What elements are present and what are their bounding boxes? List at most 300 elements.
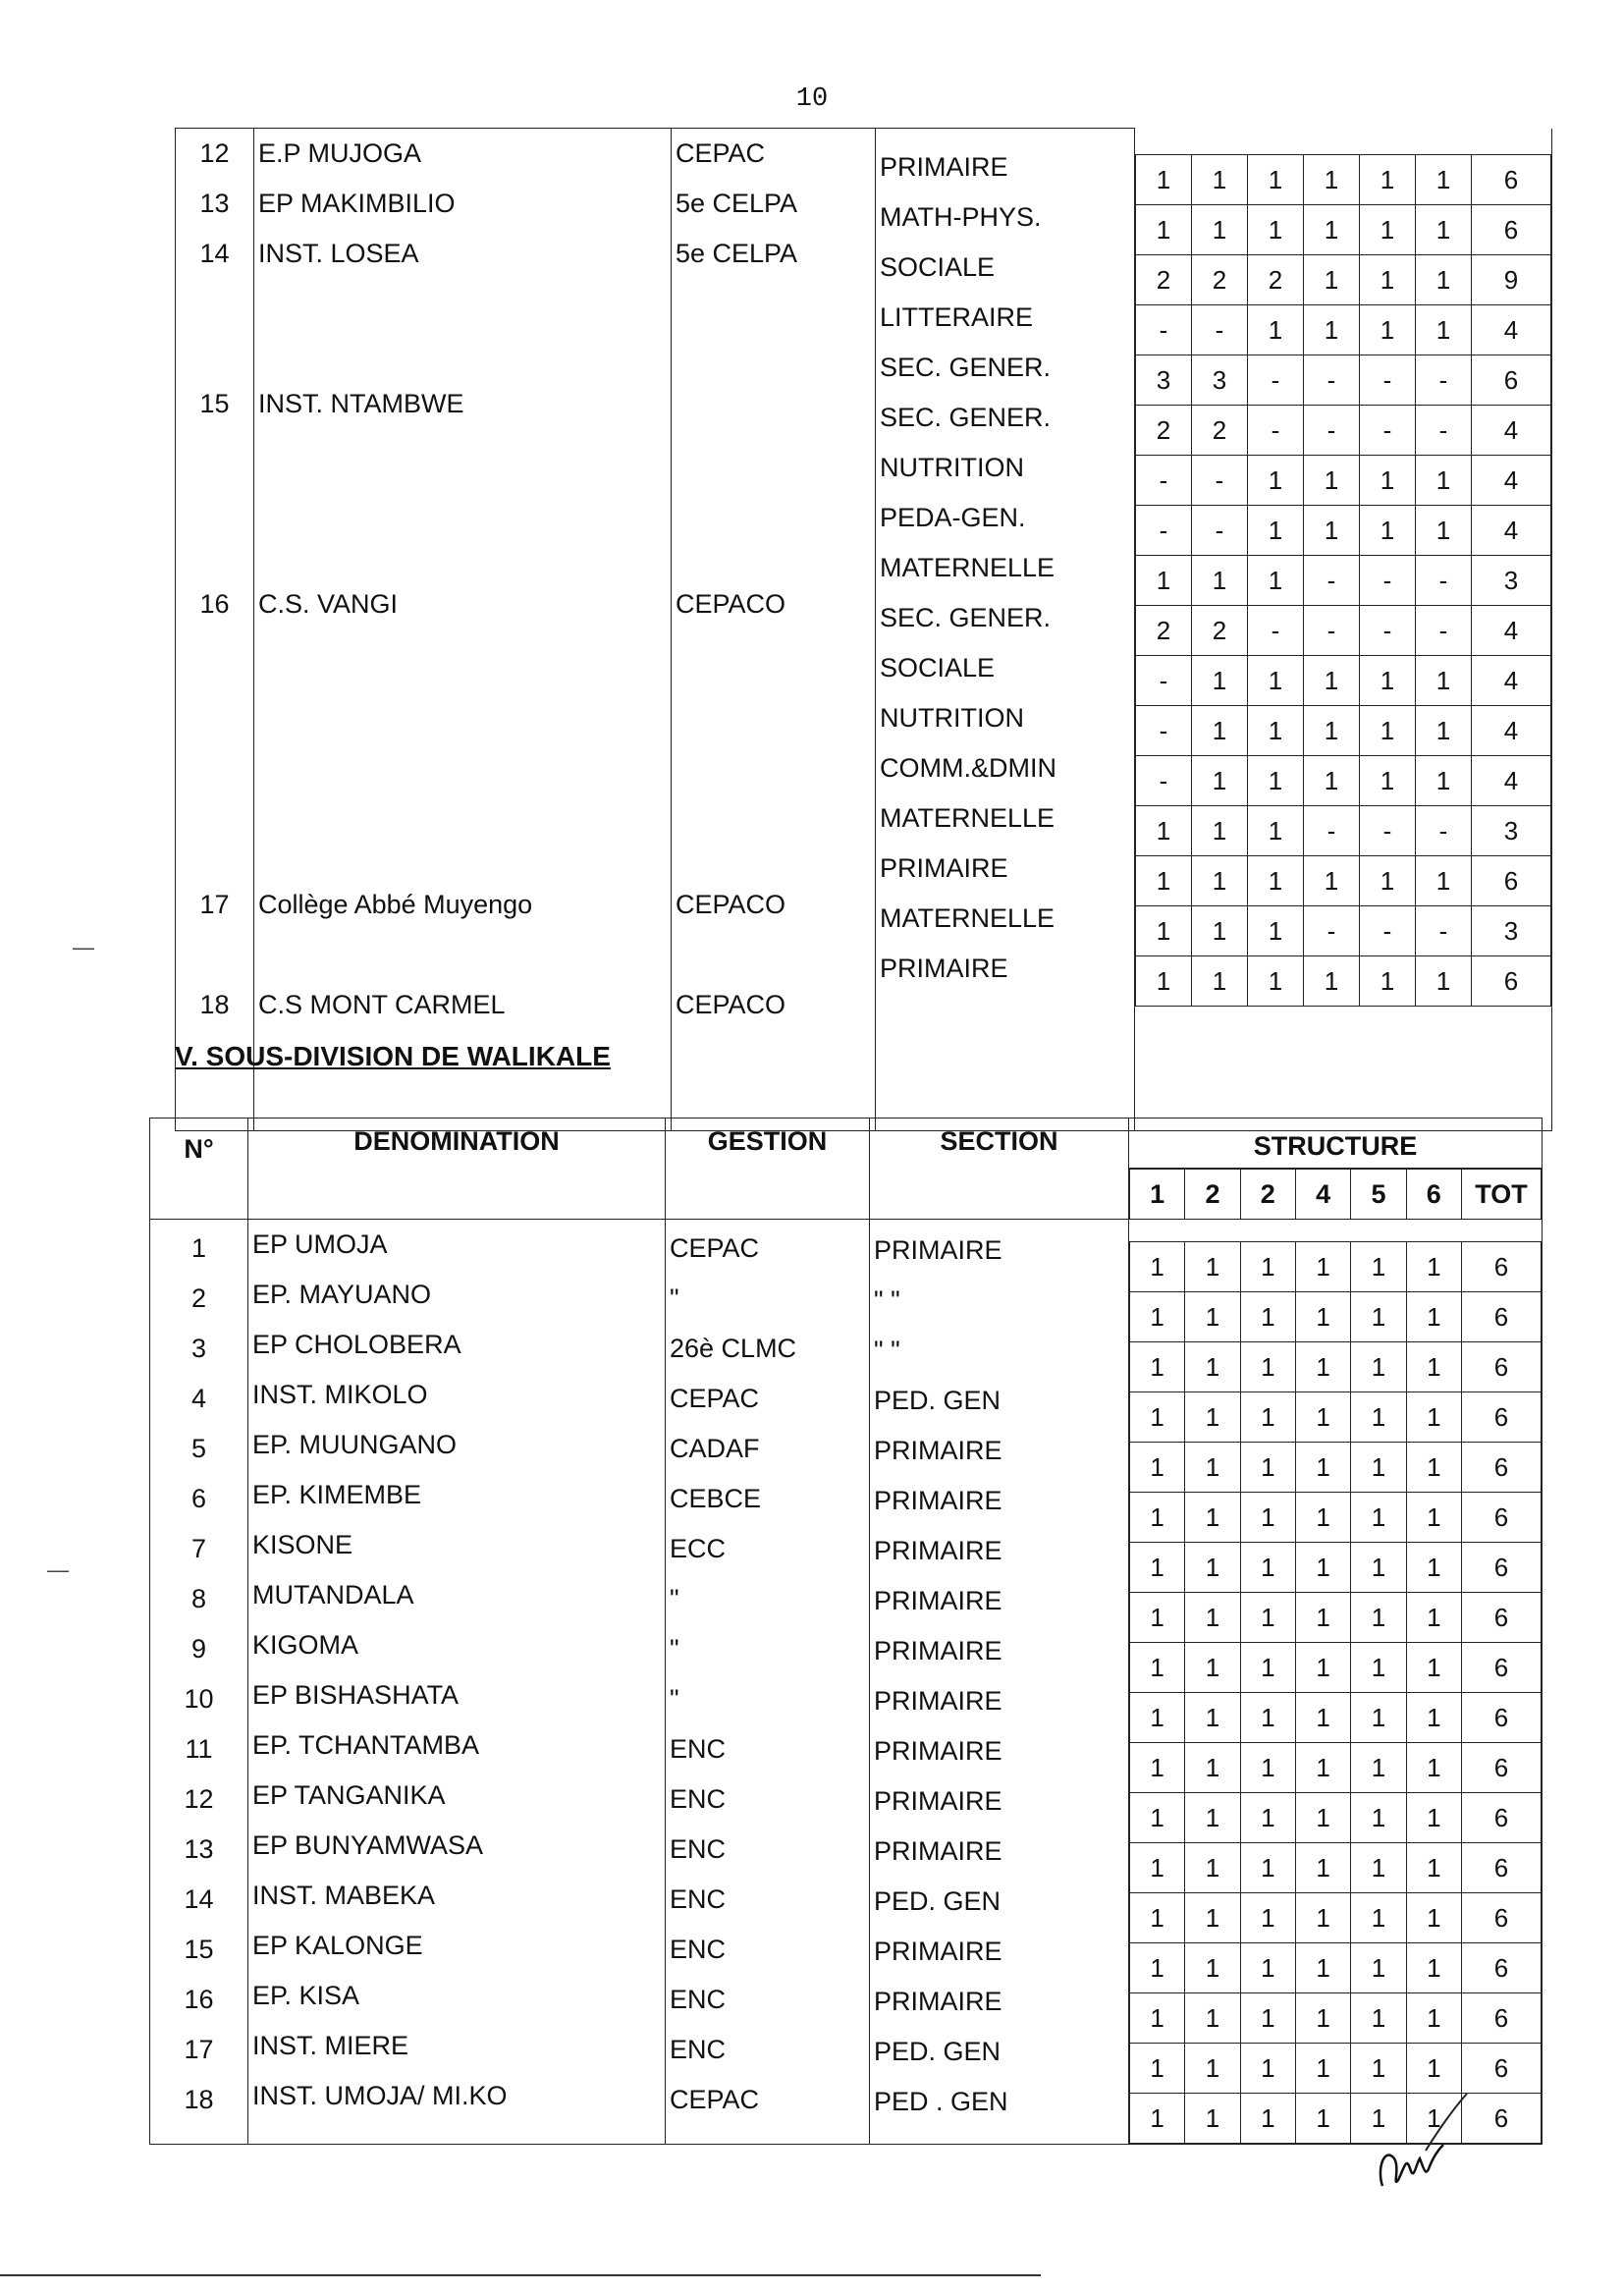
row-number: 17 xyxy=(199,890,230,919)
structure-cell: 1 xyxy=(1185,1743,1240,1793)
structure-cell: 2 xyxy=(1136,254,1192,304)
structure-cell: 1 xyxy=(1136,855,1192,905)
structure-cell: 1 xyxy=(1185,1493,1240,1543)
structure-cell: 1 xyxy=(1136,805,1192,855)
structure-cell: - xyxy=(1304,405,1360,455)
total-cell: 4 xyxy=(1472,505,1551,555)
gestion-value: CEPACO xyxy=(676,890,786,919)
row-number: 13 xyxy=(199,189,230,218)
structure-cell: 1 xyxy=(1360,204,1416,254)
structure-cell: 1 xyxy=(1416,855,1472,905)
school-name: INST. LOSEA xyxy=(258,239,419,268)
structure-row xyxy=(1130,1443,1542,1493)
school-name: EP BUNYAMWASA xyxy=(252,1830,484,1860)
total-cell: 4 xyxy=(1472,705,1551,755)
structure-row xyxy=(1130,1543,1542,1593)
structure-cell: - xyxy=(1360,555,1416,605)
structure-cell: 1 xyxy=(1130,1443,1185,1493)
total-cell: 6 xyxy=(1472,855,1551,905)
school-name: EP MAKIMBILIO xyxy=(258,189,456,218)
structure-cell: 1 xyxy=(1240,1843,1295,1893)
structure-cell: 1 xyxy=(1406,1943,1461,1993)
structure-row xyxy=(1136,505,1551,555)
school-name xyxy=(258,780,671,830)
structure-cell: 1 xyxy=(1406,1392,1461,1443)
school-name: C.S MONT CARMEL xyxy=(258,990,506,1019)
gestion-column xyxy=(666,1220,870,2145)
total-cell: 4 xyxy=(1472,455,1551,505)
structure-row xyxy=(1130,1242,1542,1292)
row-number: 13 xyxy=(184,1834,214,1864)
structure-cell: 1 xyxy=(1130,1693,1185,1743)
section-value: PRIMAIRE xyxy=(874,1486,1002,1515)
structure-row xyxy=(1130,1342,1542,1392)
row-number: 3 xyxy=(190,1334,207,1363)
row-number: 12 xyxy=(184,1784,214,1814)
total-cell: 6 xyxy=(1472,355,1551,405)
structure-row xyxy=(1136,204,1551,254)
structure-cell: 1 xyxy=(1406,1693,1461,1743)
structure-row xyxy=(1136,455,1551,505)
structure-cell: - xyxy=(1192,455,1248,505)
total-cell: 4 xyxy=(1472,304,1551,355)
structure-cell: 1 xyxy=(1304,755,1360,805)
total-cell: 4 xyxy=(1472,405,1551,455)
school-name: INST. MIKOLO xyxy=(252,1380,428,1409)
structure-row xyxy=(1136,355,1551,405)
gestion-value: " xyxy=(670,1283,679,1313)
header-gestion: GESTION xyxy=(666,1119,870,1220)
structure-cell: 2 xyxy=(1192,254,1248,304)
row-number: 15 xyxy=(184,1935,214,1964)
structure-cell: 1 xyxy=(1185,2094,1240,2144)
gestion-value: CEPAC xyxy=(670,2085,760,2114)
structure-cell: 1 xyxy=(1136,154,1192,204)
structure-cell: 2 xyxy=(1192,405,1248,455)
school-name: KISONE xyxy=(252,1530,353,1559)
structure-cell: 1 xyxy=(1192,154,1248,204)
section-value: COMM.&DMIN xyxy=(880,753,1056,783)
structure-cell: 1 xyxy=(1304,254,1360,304)
structure-cell: 1 xyxy=(1240,1943,1295,1993)
total-cell: 6 xyxy=(1462,1643,1542,1693)
section-value: NUTRITION xyxy=(880,453,1024,482)
section-value: PRIMAIRE xyxy=(874,1987,1002,2016)
structure-row xyxy=(1136,855,1551,905)
structure-cell: 1 xyxy=(1304,304,1360,355)
structure-cell: 1 xyxy=(1295,2094,1350,2144)
structure-row xyxy=(1130,1643,1542,1693)
structure-cell: 2 xyxy=(1136,405,1192,455)
structure-cell: 1 xyxy=(1304,154,1360,204)
structure-cell: 1 xyxy=(1130,1493,1185,1543)
school-name: Collège Abbé Muyengo xyxy=(258,890,533,919)
header-structure-label: STRUCTURE xyxy=(1129,1119,1542,1169)
structure-cell: 1 xyxy=(1185,1843,1240,1893)
section-value: LITTERAIRE xyxy=(880,302,1034,332)
structure-cell: 1 xyxy=(1248,304,1304,355)
structure-cell: 2 xyxy=(1192,605,1248,655)
check-mark xyxy=(1422,2092,1471,2160)
row-number xyxy=(176,629,253,680)
structure-cell: - xyxy=(1416,805,1472,855)
structure-cell: 1 xyxy=(1248,154,1304,204)
total-cell: 6 xyxy=(1462,1793,1542,1843)
structure-cell: 1 xyxy=(1351,1242,1406,1292)
school-name: MUTANDALA xyxy=(252,1580,414,1610)
structure-cell: 1 xyxy=(1295,1242,1350,1292)
school-name xyxy=(258,329,671,379)
structure-column xyxy=(1129,1220,1543,2145)
structure-cell: 1 xyxy=(1406,2094,1461,2144)
structure-header-cell: 4 xyxy=(1295,1170,1350,1220)
gestion-value xyxy=(676,379,875,429)
section-value: PRIMAIRE xyxy=(874,1686,1002,1716)
school-name: EP. KIMEMBE xyxy=(252,1480,422,1509)
structure-cell: 1 xyxy=(1295,1593,1350,1643)
structure-cell: 1 xyxy=(1416,154,1472,204)
total-cell: 6 xyxy=(1462,1943,1542,1993)
total-cell: 6 xyxy=(1462,1242,1542,1292)
structure-cell: 1 xyxy=(1360,455,1416,505)
structure-cell: - xyxy=(1248,405,1304,455)
section-value: PRIMAIRE xyxy=(874,1436,1002,1465)
total-cell: 6 xyxy=(1472,955,1551,1006)
structure-cell: 1 xyxy=(1295,1843,1350,1893)
structure-row xyxy=(1136,955,1551,1006)
gestion-value: CADAF xyxy=(670,1434,760,1463)
structure-header-cell: TOT xyxy=(1462,1170,1542,1220)
structure-cell: 1 xyxy=(1304,505,1360,555)
structure-cell: 1 xyxy=(1351,1643,1406,1693)
structure-cell: 1 xyxy=(1185,1943,1240,1993)
structure-cell: 1 xyxy=(1295,1993,1350,2044)
structure-cell: 1 xyxy=(1192,755,1248,805)
structure-cell: 1 xyxy=(1248,955,1304,1006)
structure-grid xyxy=(1129,1241,1542,2144)
structure-cell: 1 xyxy=(1406,1342,1461,1392)
structure-cell: - xyxy=(1416,405,1472,455)
row-number: 2 xyxy=(190,1283,207,1313)
total-cell: 3 xyxy=(1472,805,1551,855)
table-continuation xyxy=(175,128,1552,1131)
structure-cell: - xyxy=(1416,555,1472,605)
total-cell: 6 xyxy=(1462,1743,1542,1793)
structure-cell: 1 xyxy=(1248,905,1304,955)
structure-cell: 1 xyxy=(1351,1493,1406,1543)
structure-cell: 1 xyxy=(1351,1593,1406,1643)
structure-cell: - xyxy=(1304,555,1360,605)
structure-cell: 1 xyxy=(1295,1493,1350,1543)
structure-cell: 1 xyxy=(1240,2044,1295,2094)
denomination-column xyxy=(254,129,672,1131)
structure-cell: 1 xyxy=(1185,1342,1240,1392)
row-number: 7 xyxy=(190,1534,207,1563)
school-name: C.S. VANGI xyxy=(258,589,399,619)
structure-cell: 1 xyxy=(1240,1443,1295,1493)
school-name: EP UMOJA xyxy=(252,1229,388,1259)
total-cell: 3 xyxy=(1472,555,1551,605)
school-name: INST. MABEKA xyxy=(252,1881,436,1910)
section-title: V. SOUS-DIVISION DE WALIKALE xyxy=(175,1041,611,1071)
section-value: MATH-PHYS. xyxy=(880,202,1042,232)
school-name: INST. UMOJA/ MI.KO xyxy=(252,2081,508,2110)
structure-cell: - xyxy=(1360,605,1416,655)
section-value: PED. GEN xyxy=(874,1386,1001,1415)
structure-cell: 1 xyxy=(1192,855,1248,905)
structure-cell: 1 xyxy=(1130,1593,1185,1643)
structure-cell: 1 xyxy=(1240,1743,1295,1793)
structure-cell: 1 xyxy=(1248,705,1304,755)
school-name xyxy=(258,830,671,880)
school-name: EP BISHASHATA xyxy=(252,1680,460,1710)
structure-cell: - xyxy=(1360,905,1416,955)
structure-cell: 1 xyxy=(1351,1392,1406,1443)
structure-cell: 1 xyxy=(1130,1843,1185,1893)
school-name xyxy=(258,479,671,529)
header-denomination: DENOMINATION xyxy=(248,1119,666,1220)
structure-cell: 1 xyxy=(1136,204,1192,254)
structure-cell: 1 xyxy=(1185,1693,1240,1743)
structure-cell: - xyxy=(1304,805,1360,855)
structure-row xyxy=(1130,2044,1542,2094)
gestion-value: ENC xyxy=(670,2035,727,2064)
structure-cell: 1 xyxy=(1360,855,1416,905)
structure-cell: 1 xyxy=(1406,1493,1461,1543)
structure-row xyxy=(1136,405,1551,455)
structure-cell: 1 xyxy=(1295,1342,1350,1392)
section-value: PRIMAIRE xyxy=(880,954,1008,983)
structure-cell: - xyxy=(1136,304,1192,355)
structure-cell: 1 xyxy=(1304,655,1360,705)
structure-row xyxy=(1130,1743,1542,1793)
structure-row xyxy=(1136,705,1551,755)
structure-cell: 1 xyxy=(1240,1242,1295,1292)
structure-cell: 1 xyxy=(1416,955,1472,1006)
structure-header-cell: 2 xyxy=(1240,1170,1295,1220)
section-value: SOCIALE xyxy=(880,653,996,682)
structure-row xyxy=(1136,655,1551,705)
section-value: PRIMAIRE xyxy=(874,1536,1002,1565)
structure-cell: 1 xyxy=(1360,655,1416,705)
structure-cell: - xyxy=(1304,905,1360,955)
structure-cell: 1 xyxy=(1185,2044,1240,2094)
gestion-value xyxy=(676,629,875,680)
total-cell: 6 xyxy=(1462,1543,1542,1593)
row-number xyxy=(176,479,253,529)
structure-cell: - xyxy=(1416,905,1472,955)
structure-row xyxy=(1136,905,1551,955)
denomination-column xyxy=(248,1220,666,2145)
section-value: SEC. GENER. xyxy=(880,603,1052,632)
structure-cell: 1 xyxy=(1248,755,1304,805)
section-column xyxy=(870,1220,1129,2145)
school-name xyxy=(258,529,671,579)
structure-cell: 1 xyxy=(1185,1593,1240,1643)
gestion-value: ENC xyxy=(670,1784,727,1814)
school-name xyxy=(258,629,671,680)
structure-cell: 1 xyxy=(1130,1793,1185,1843)
gestion-value: CEPAC xyxy=(676,138,766,168)
row-number: 10 xyxy=(184,1684,214,1714)
structure-cell: 1 xyxy=(1304,204,1360,254)
total-cell: 6 xyxy=(1462,1893,1542,1943)
school-name: EP KALONGE xyxy=(252,1931,423,1960)
row-number: 18 xyxy=(184,2085,214,2114)
structure-cell: 1 xyxy=(1406,1893,1461,1943)
row-number: 5 xyxy=(190,1434,207,1463)
row-number xyxy=(176,730,253,780)
gestion-value: 26è CLMC xyxy=(670,1334,797,1363)
structure-cell: 1 xyxy=(1185,1443,1240,1493)
structure-row xyxy=(1130,1392,1542,1443)
structure-cell: 1 xyxy=(1136,955,1192,1006)
total-cell: 6 xyxy=(1462,1993,1542,2044)
row-number: 14 xyxy=(199,239,230,268)
structure-row xyxy=(1130,1593,1542,1643)
structure-cell: 1 xyxy=(1416,254,1472,304)
structure-cell: 1 xyxy=(1248,555,1304,605)
structure-cell: 1 xyxy=(1351,1743,1406,1793)
row-number: 8 xyxy=(190,1584,207,1613)
gestion-value: ENC xyxy=(670,1834,727,1864)
structure-cell: 1 xyxy=(1416,455,1472,505)
total-cell: 6 xyxy=(1462,1843,1542,1893)
structure-cell: 1 xyxy=(1351,1543,1406,1593)
structure-row xyxy=(1136,254,1551,304)
total-cell: 6 xyxy=(1462,1443,1542,1493)
structure-cell: 1 xyxy=(1295,1793,1350,1843)
gestion-value: CEPAC xyxy=(670,1233,760,1263)
structure-cell: 1 xyxy=(1295,1743,1350,1793)
gestion-value: " xyxy=(670,1584,679,1613)
school-name xyxy=(258,429,671,479)
structure-row xyxy=(1136,805,1551,855)
structure-cell: 1 xyxy=(1185,1893,1240,1943)
structure-cell: 1 xyxy=(1304,955,1360,1006)
structure-cell: 1 xyxy=(1406,1593,1461,1643)
structure-cell: 1 xyxy=(1192,655,1248,705)
structure-cell: 1 xyxy=(1192,705,1248,755)
section-value: PRIMAIRE xyxy=(874,1235,1002,1265)
structure-cell: 1 xyxy=(1295,1893,1350,1943)
structure-row xyxy=(1130,1993,1542,2044)
structure-cell: 1 xyxy=(1185,1392,1240,1443)
gestion-value: 5e CELPA xyxy=(676,189,798,218)
section-value: PED . GEN xyxy=(874,2087,1008,2116)
total-cell: 6 xyxy=(1462,1292,1542,1342)
section-value: SEC. GENER. xyxy=(880,403,1052,432)
structure-cell: 1 xyxy=(1130,1242,1185,1292)
structure-header-cell: 1 xyxy=(1130,1170,1185,1220)
section-value: MATERNELLE xyxy=(880,903,1056,933)
row-number: 16 xyxy=(199,589,230,619)
structure-cell: 1 xyxy=(1240,1643,1295,1693)
structure-cell: 1 xyxy=(1416,204,1472,254)
school-name: EP. MUUNGANO xyxy=(252,1430,458,1459)
structure-cell: 1 xyxy=(1406,1242,1461,1292)
total-cell: 6 xyxy=(1462,1493,1542,1543)
section-value: PRIMAIRE xyxy=(880,152,1008,182)
gestion-value: ECC xyxy=(670,1534,727,1563)
row-number: 12 xyxy=(199,138,230,168)
gestion-value xyxy=(676,780,875,830)
section-value: SOCIALE xyxy=(880,252,996,282)
school-name: INST. MIERE xyxy=(252,2031,409,2060)
number-column xyxy=(150,1220,248,2145)
school-name: E.P MUJOGA xyxy=(258,138,422,168)
row-number: 17 xyxy=(184,2035,214,2064)
structure-cell: 1 xyxy=(1304,705,1360,755)
header-structure xyxy=(1129,1119,1543,1220)
total-cell: 4 xyxy=(1472,755,1551,805)
total-cell: 6 xyxy=(1462,1693,1542,1743)
margin-mark: — xyxy=(47,1557,69,1582)
structure-cell: 1 xyxy=(1130,1743,1185,1793)
total-cell: 6 xyxy=(1472,204,1551,254)
structure-cell: - xyxy=(1304,355,1360,405)
structure-cell: 1 xyxy=(1360,154,1416,204)
structure-row xyxy=(1130,1793,1542,1843)
section-value: PEDA-GEN. xyxy=(880,503,1026,532)
row-number xyxy=(176,780,253,830)
row-number: 6 xyxy=(190,1484,207,1513)
structure-cell: 1 xyxy=(1130,2094,1185,2144)
total-cell: 6 xyxy=(1462,1593,1542,1643)
section-value: PRIMAIRE xyxy=(874,1636,1002,1665)
row-number xyxy=(176,429,253,479)
structure-cell: - xyxy=(1136,705,1192,755)
structure-cell: 1 xyxy=(1130,1342,1185,1392)
school-name xyxy=(258,279,671,329)
structure-cell: 1 xyxy=(1130,1292,1185,1342)
section-column xyxy=(876,129,1135,1131)
number-column xyxy=(176,129,254,1131)
structure-cell: - xyxy=(1360,405,1416,455)
structure-cell: - xyxy=(1248,355,1304,405)
structure-cell: 1 xyxy=(1192,905,1248,955)
structure-cell: 1 xyxy=(1406,1643,1461,1693)
structure-cell: - xyxy=(1360,355,1416,405)
structure-header-grid xyxy=(1129,1169,1542,1219)
structure-cell: 1 xyxy=(1185,1993,1240,2044)
school-name xyxy=(258,730,671,780)
structure-cell: 1 xyxy=(1351,2044,1406,2094)
section-value: PRIMAIRE xyxy=(874,1937,1002,1966)
row-number xyxy=(176,680,253,730)
section-value: SEC. GENER. xyxy=(880,353,1052,382)
structure-cell: - xyxy=(1304,605,1360,655)
structure-cell: 1 xyxy=(1248,805,1304,855)
gestion-value xyxy=(676,429,875,479)
row-number xyxy=(176,329,253,379)
row-number: 11 xyxy=(185,1734,213,1764)
structure-grid xyxy=(1135,154,1551,1007)
structure-cell: 1 xyxy=(1130,1543,1185,1593)
structure-cell: - xyxy=(1416,605,1472,655)
structure-cell: 1 xyxy=(1248,655,1304,705)
gestion-value: " xyxy=(670,1684,679,1714)
structure-header-cell: 2 xyxy=(1185,1170,1240,1220)
structure-cell: 1 xyxy=(1240,1793,1295,1843)
structure-cell: 1 xyxy=(1406,1443,1461,1493)
structure-cell: 1 xyxy=(1406,1292,1461,1342)
structure-cell: 1 xyxy=(1240,2094,1295,2144)
section-value: NUTRITION xyxy=(880,703,1024,733)
total-cell: 9 xyxy=(1472,254,1551,304)
structure-cell: 1 xyxy=(1295,1943,1350,1993)
structure-cell: 1 xyxy=(1351,2094,1406,2144)
